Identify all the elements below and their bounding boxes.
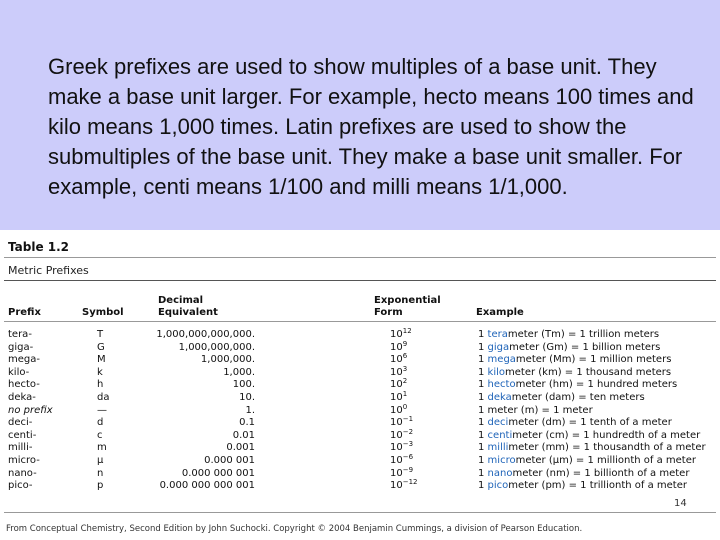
table-rule-top	[4, 257, 716, 258]
cell-decimal: 1,000,000,000.	[178, 341, 255, 353]
cell-example	[478, 430, 700, 443]
cell-example	[478, 417, 672, 430]
table-title: Table 1.2	[8, 240, 70, 254]
exp-power: 0	[402, 402, 408, 411]
table-row	[0, 417, 720, 430]
exp-base: 10	[390, 454, 403, 466]
example-prefix: deka	[487, 391, 512, 403]
exp-base: 10	[390, 480, 403, 492]
example-number: 1	[478, 467, 488, 479]
exp-power: 1	[402, 389, 408, 398]
example-rest: meter (km) = 1 thousand meters	[505, 366, 672, 378]
cell-decimal: 0.000 000 001	[181, 467, 255, 479]
header-prefix: Prefix	[8, 307, 41, 318]
cell-example	[478, 329, 659, 342]
cell-example	[478, 480, 687, 493]
table-row	[0, 427, 720, 443]
example-number: 1	[478, 366, 488, 378]
table-row	[0, 364, 720, 380]
exp-base: 10	[390, 329, 403, 340]
table-row	[0, 329, 720, 342]
table-rule-header	[4, 321, 716, 322]
cell-prefix: micro-	[8, 454, 40, 466]
example-prefix: giga	[487, 341, 510, 353]
exp-base: 10	[390, 467, 403, 479]
table-row	[0, 389, 720, 405]
source-credit: From Conceptual Chemistry, Second Edition by John Suchocki. Copyright © 2004 Benjamin Cummings, a division of Pearson Education.	[6, 524, 583, 534]
example-rest: meter (Gm) = 1 billion meters	[509, 341, 661, 353]
cell-decimal: 0.01	[232, 429, 255, 441]
exp-base: 10	[390, 391, 403, 403]
cell-symbol: p	[97, 480, 104, 492]
header-decimal-line1: Decimal	[158, 295, 204, 306]
exp-base: 10	[390, 379, 403, 391]
table-row	[0, 402, 720, 418]
cell-decimal: 0.001	[226, 442, 255, 454]
exp-power: 2	[402, 377, 408, 386]
example-prefix: mega	[487, 354, 516, 366]
cell-symbol: T	[97, 329, 104, 340]
cell-example	[478, 392, 645, 405]
cell-prefix: deka-	[8, 391, 36, 403]
exp-power: 12	[402, 327, 412, 335]
cell-prefix: deci-	[8, 417, 33, 429]
example-rest: meter (Mm) = 1 million meters	[515, 354, 672, 366]
cell-example	[478, 405, 593, 418]
cell-symbol: —	[97, 404, 107, 416]
table-body	[0, 329, 720, 493]
cell-exponential	[390, 329, 412, 342]
example-number: 1	[478, 442, 488, 454]
example-number: 1	[478, 329, 488, 340]
exp-power: 3	[402, 364, 408, 373]
header-exp-line2: Form	[374, 307, 403, 318]
example-rest: meter (Tm) = 1 trillion meters	[507, 329, 660, 340]
exp-base: 10	[390, 404, 403, 416]
header-symbol: Symbol	[82, 307, 124, 318]
cell-prefix: milli-	[8, 442, 33, 454]
cell-exponential	[390, 480, 418, 493]
example-prefix: micro	[487, 454, 516, 466]
exp-power: −1	[402, 415, 414, 424]
cell-decimal: 1,000,000,000,000.	[156, 329, 255, 340]
cell-symbol: h	[97, 379, 104, 391]
table-subtitle: Metric Prefixes	[8, 264, 89, 277]
cell-symbol: c	[97, 429, 103, 441]
example-prefix: tera	[487, 329, 508, 340]
example-number: 1	[478, 391, 488, 403]
example-number: 1	[478, 480, 488, 492]
table-rule-subtitle	[4, 280, 716, 281]
exp-power: −6	[402, 452, 414, 461]
exp-base: 10	[390, 429, 403, 441]
cell-symbol: k	[97, 366, 103, 378]
example-prefix: hecto	[487, 379, 516, 391]
cell-example	[478, 367, 671, 380]
intro-paragraph: Greek prefixes are used to show multiples of a base unit. They make a base unit larger. For example, hecto means 100 times and kilo means 1,000 times. Latin prefixes are used to show the submultiples of the base unit. They make a base unit smaller. For example, centi means 1/100 and milli means 1/1,000.	[48, 54, 694, 199]
cell-prefix: nano-	[8, 467, 37, 479]
exp-power: −2	[402, 427, 414, 436]
cell-prefix: giga-	[8, 341, 34, 353]
cell-decimal: 1,000,000.	[200, 354, 255, 366]
cell-decimal: 1.	[245, 404, 255, 416]
cell-decimal: 0.1	[239, 417, 255, 429]
exp-power: 9	[402, 339, 408, 348]
example-rest: meter (mm) = 1 thousandth of a meter	[508, 442, 706, 454]
cell-decimal: 100.	[232, 379, 255, 391]
cell-prefix: no prefix	[8, 404, 53, 416]
example-prefix: centi	[487, 429, 513, 441]
example-rest: meter (dam) = ten meters	[511, 391, 645, 403]
table-row	[0, 339, 720, 355]
table-row	[0, 379, 720, 392]
example-number: 1 meter (m) = 1 meter	[478, 404, 593, 416]
header-decimal-line2: Equivalent	[158, 307, 218, 318]
table-rule-bottom	[4, 512, 716, 513]
example-number: 1	[478, 354, 488, 366]
table-row	[0, 354, 720, 367]
exp-base: 10	[390, 354, 403, 366]
cell-symbol: n	[97, 467, 104, 479]
cell-decimal: 0.000 001	[204, 454, 255, 466]
table-row	[0, 480, 720, 493]
example-prefix: pico	[487, 480, 509, 492]
cell-decimal: 0.000 000 000 001	[159, 480, 255, 492]
exp-power: −3	[402, 440, 414, 449]
cell-symbol: μ	[97, 454, 104, 466]
header-exp-line1: Exponential	[374, 295, 441, 306]
exp-base: 10	[390, 341, 403, 353]
cell-decimal: 10.	[239, 391, 255, 403]
table-row	[0, 465, 720, 481]
cell-example	[478, 442, 706, 455]
cell-symbol: da	[97, 391, 110, 403]
example-rest: meter (pm) = 1 trillionth of a meter	[508, 480, 687, 492]
example-rest: meter (cm) = 1 hundredth of a meter	[512, 429, 701, 441]
cell-symbol: M	[97, 354, 106, 366]
exp-base: 10	[390, 442, 403, 454]
cell-example	[478, 455, 696, 468]
example-rest: meter (hm) = 1 hundred meters	[515, 379, 678, 391]
exp-base: 10	[390, 417, 403, 429]
metric-prefixes-table	[0, 230, 720, 540]
example-rest: meter (nm) = 1 billionth of a meter	[512, 467, 690, 479]
cell-example	[478, 354, 671, 367]
cell-prefix: mega-	[8, 354, 40, 366]
example-prefix: deci	[487, 417, 509, 429]
example-number: 1	[478, 341, 488, 353]
table-row	[0, 452, 720, 468]
exp-power: 6	[402, 352, 408, 361]
exp-power: −12	[402, 478, 418, 487]
cell-prefix: kilo-	[8, 366, 30, 378]
table-row	[0, 442, 720, 455]
cell-prefix: pico-	[8, 480, 33, 492]
cell-example	[478, 468, 689, 481]
cell-example	[478, 342, 660, 355]
example-rest: meter (μm) = 1 millionth of a meter	[515, 454, 696, 466]
example-number: 1	[478, 454, 488, 466]
cell-prefix: hecto-	[8, 379, 40, 391]
header-example: Example	[476, 307, 524, 318]
cell-prefix: centi-	[8, 429, 37, 441]
cell-symbol: m	[97, 442, 107, 454]
example-prefix: kilo	[487, 366, 506, 378]
example-prefix: milli	[487, 442, 509, 454]
cell-symbol: d	[97, 417, 104, 429]
exp-power: −9	[402, 465, 414, 474]
cell-decimal: 1,000.	[223, 366, 255, 378]
cell-prefix: tera-	[8, 329, 32, 340]
cell-symbol: G	[97, 341, 105, 353]
exp-base: 10	[390, 366, 403, 378]
example-rest: meter (dm) = 1 tenth of a meter	[508, 417, 672, 429]
example-prefix: nano	[487, 467, 513, 479]
example-number: 1	[478, 417, 488, 429]
example-number: 1	[478, 429, 488, 441]
page-number: 14	[674, 498, 687, 509]
example-number: 1	[478, 379, 488, 391]
cell-example	[478, 379, 677, 392]
